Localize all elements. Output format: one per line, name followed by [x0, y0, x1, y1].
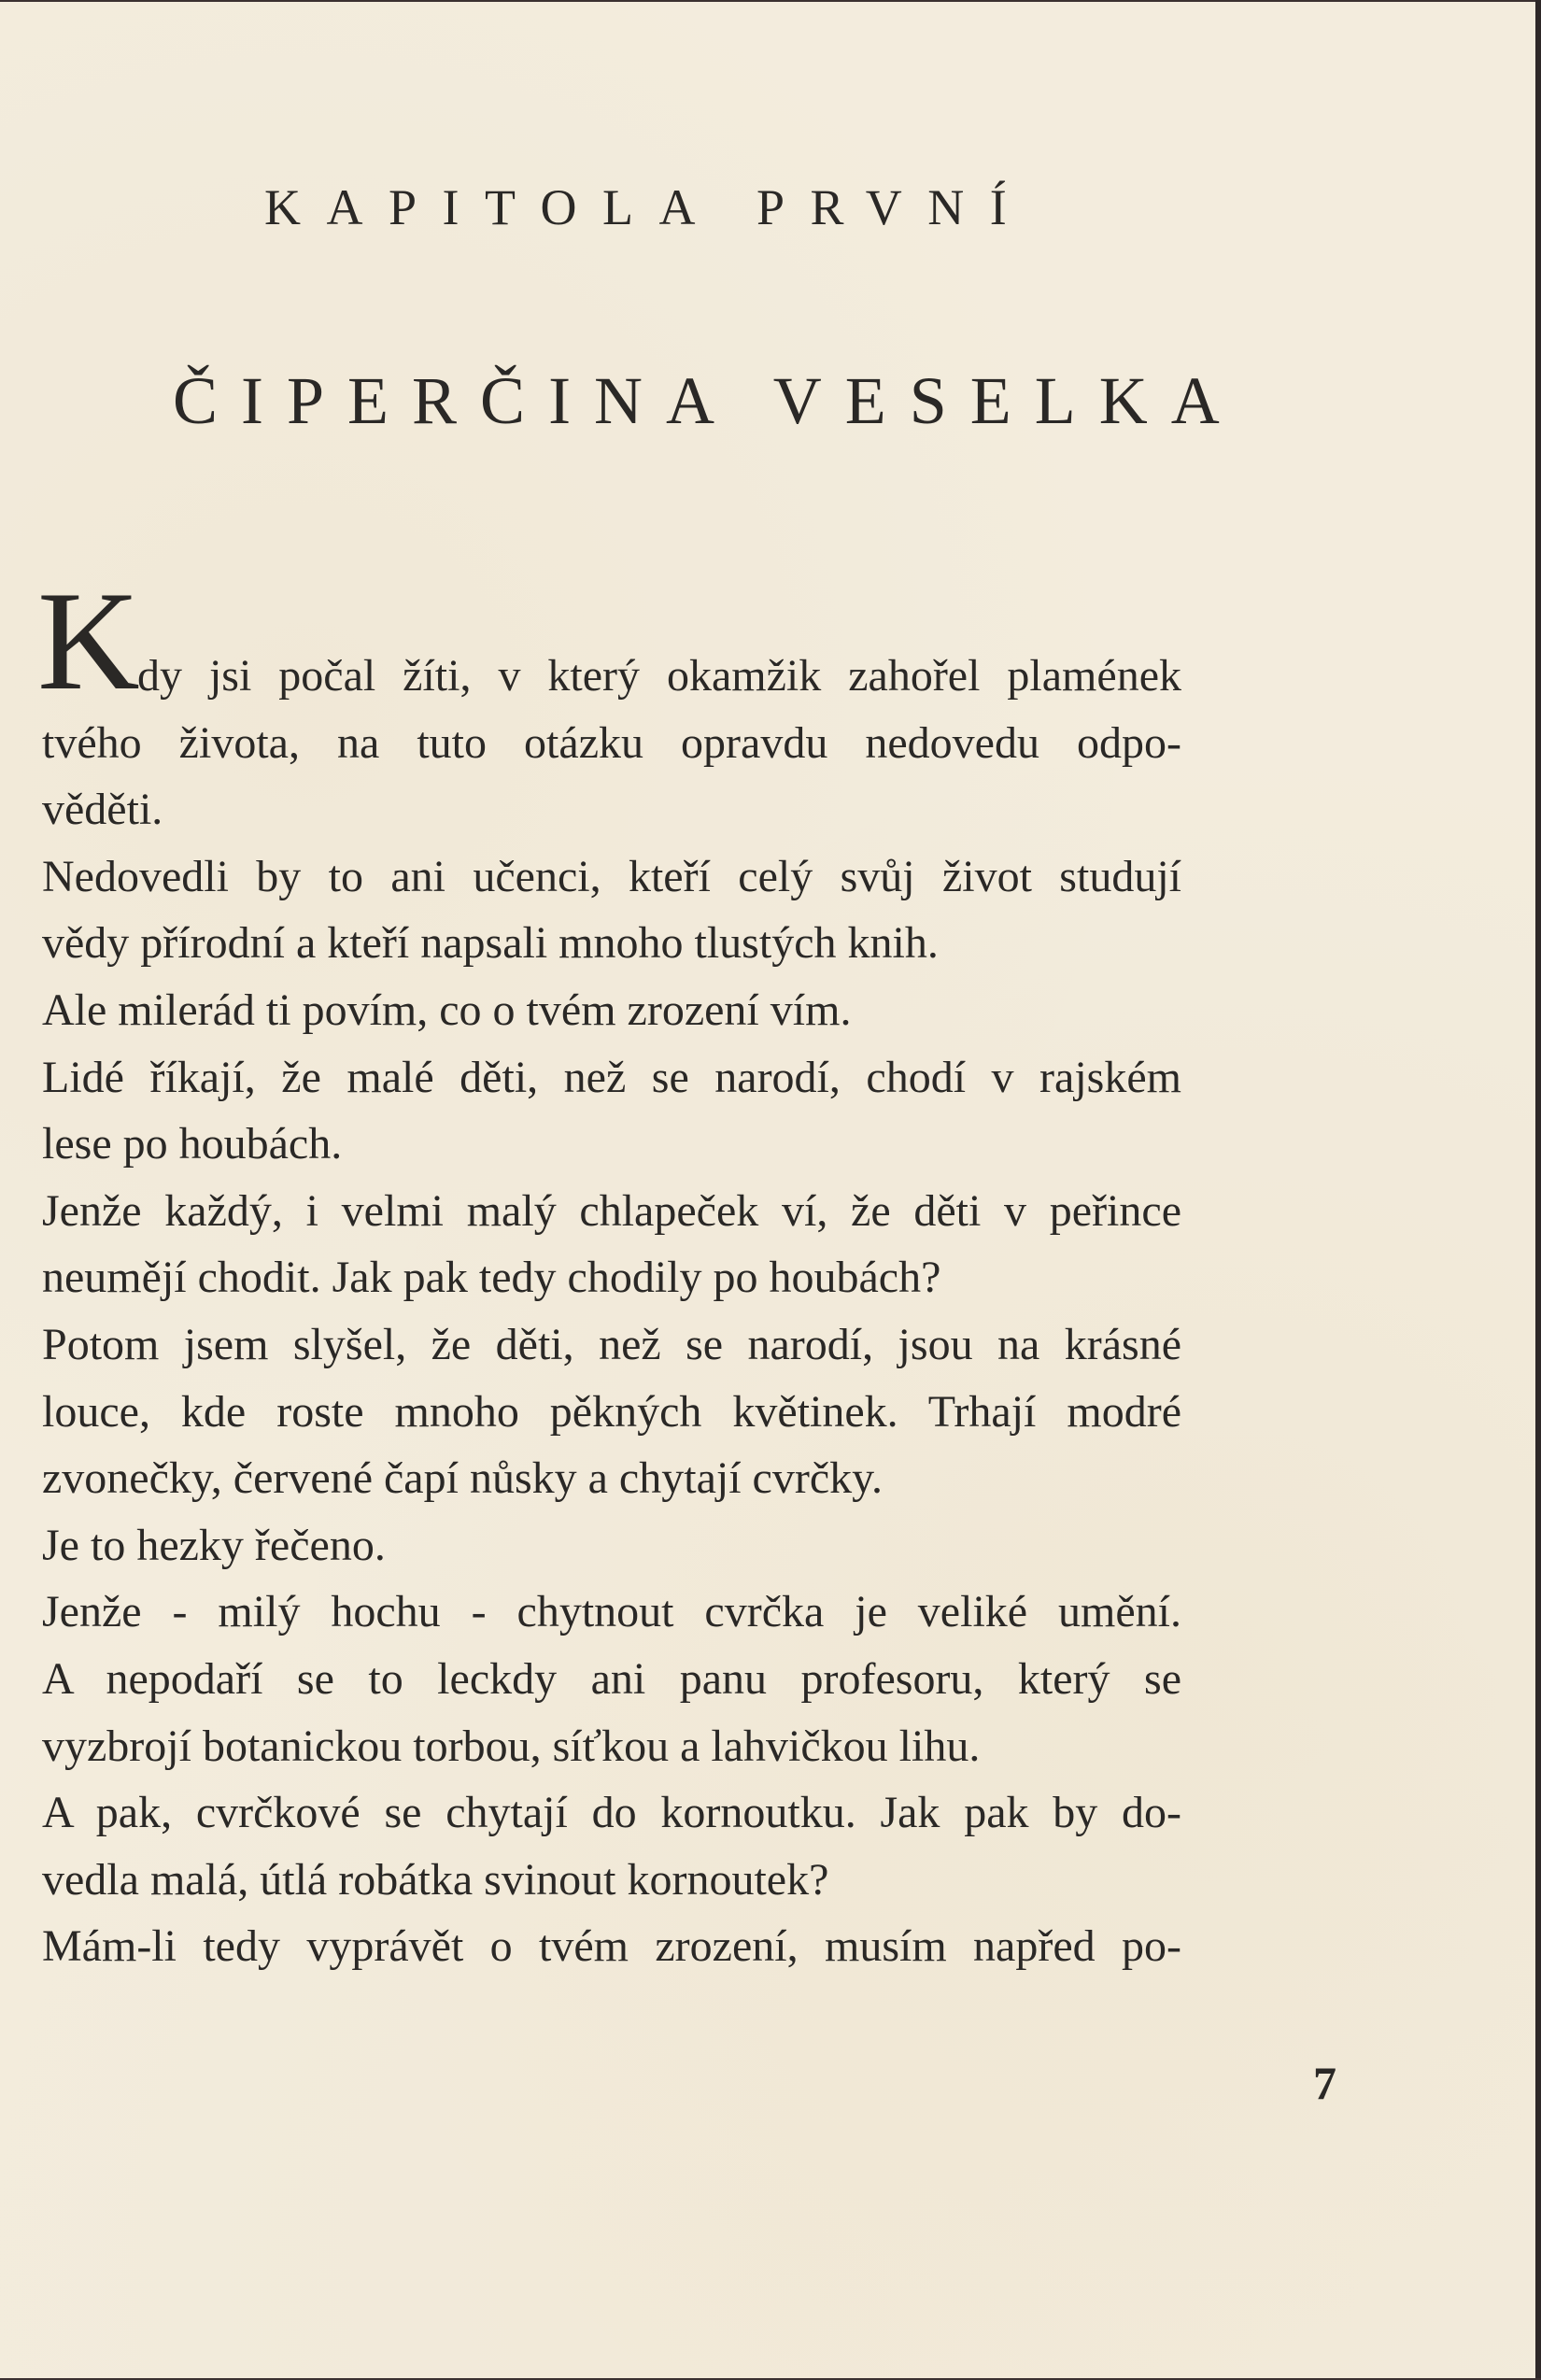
text-line: dy jsi počal žíti, v který okamžik zahořel plamének	[137, 651, 1181, 701]
text-line: vědy přírodní a kteří napsali mnoho tlustých knih.	[42, 918, 939, 969]
text-line: Je to hezky řečeno.	[42, 1520, 386, 1570]
text-line: vyzbrojí botanickou torbou, síťkou a lahvičkou lihu.	[42, 1721, 981, 1771]
page-edge-shadow	[1535, 0, 1541, 2378]
book-page	[0, 2, 1535, 2378]
text-line: Jenže každý, i velmi malý chlapeček ví, že děti v peřince	[42, 1185, 1181, 1236]
text-line: neumějí chodit. Jak pak tedy chodily po houbách?	[42, 1253, 941, 1303]
text-line: lese po houbách.	[42, 1119, 343, 1169]
text-line: Nedovedli by to ani učenci, kteří celý svůj život studují	[42, 851, 1181, 901]
chapter-label: KAPITOLA PRVNÍ	[264, 179, 1033, 235]
text-line: A pak, cvrčkové se chytají do kornoutku. Jak pak by do-	[42, 1788, 1181, 1838]
chapter-title: ČIPERČINA VESELKA	[173, 363, 1243, 438]
text-line: Potom jsem slyšel, že děti, než se narodí, jsou na krásné	[42, 1319, 1181, 1369]
text-line: A nepodaří se to leckdy ani panu profesoru, který se	[42, 1653, 1181, 1704]
text-line: Mám-li tedy vyprávět o tvém zrození, musím napřed po-	[42, 1921, 1181, 1972]
text-line: tvého života, na tuto otázku opravdu nedovedu odpo-	[42, 717, 1181, 768]
body-text	[42, 653, 1181, 1990]
text-line: věděti.	[42, 785, 163, 835]
text-line: louce, kde roste mnoho pěkných květinek. Trhají modré	[42, 1386, 1181, 1437]
text-line: Jenže - milý hochu - chytnout cvrčka je veliké umění.	[42, 1587, 1181, 1637]
text-line: Ale milerád ti povím, co o tvém zrození vím.	[42, 985, 852, 1035]
page-number: 7	[1313, 2057, 1336, 2109]
drop-cap: K	[37, 562, 140, 719]
text-line: zvonečky, červené čapí nůsky a chytají cvrčky.	[42, 1453, 884, 1504]
text-line: vedla malá, útlá robátka svinout kornoutek?	[42, 1854, 829, 1905]
text-line: Lidé říkají, že malé děti, než se narodí, chodí v rajském	[42, 1052, 1181, 1102]
